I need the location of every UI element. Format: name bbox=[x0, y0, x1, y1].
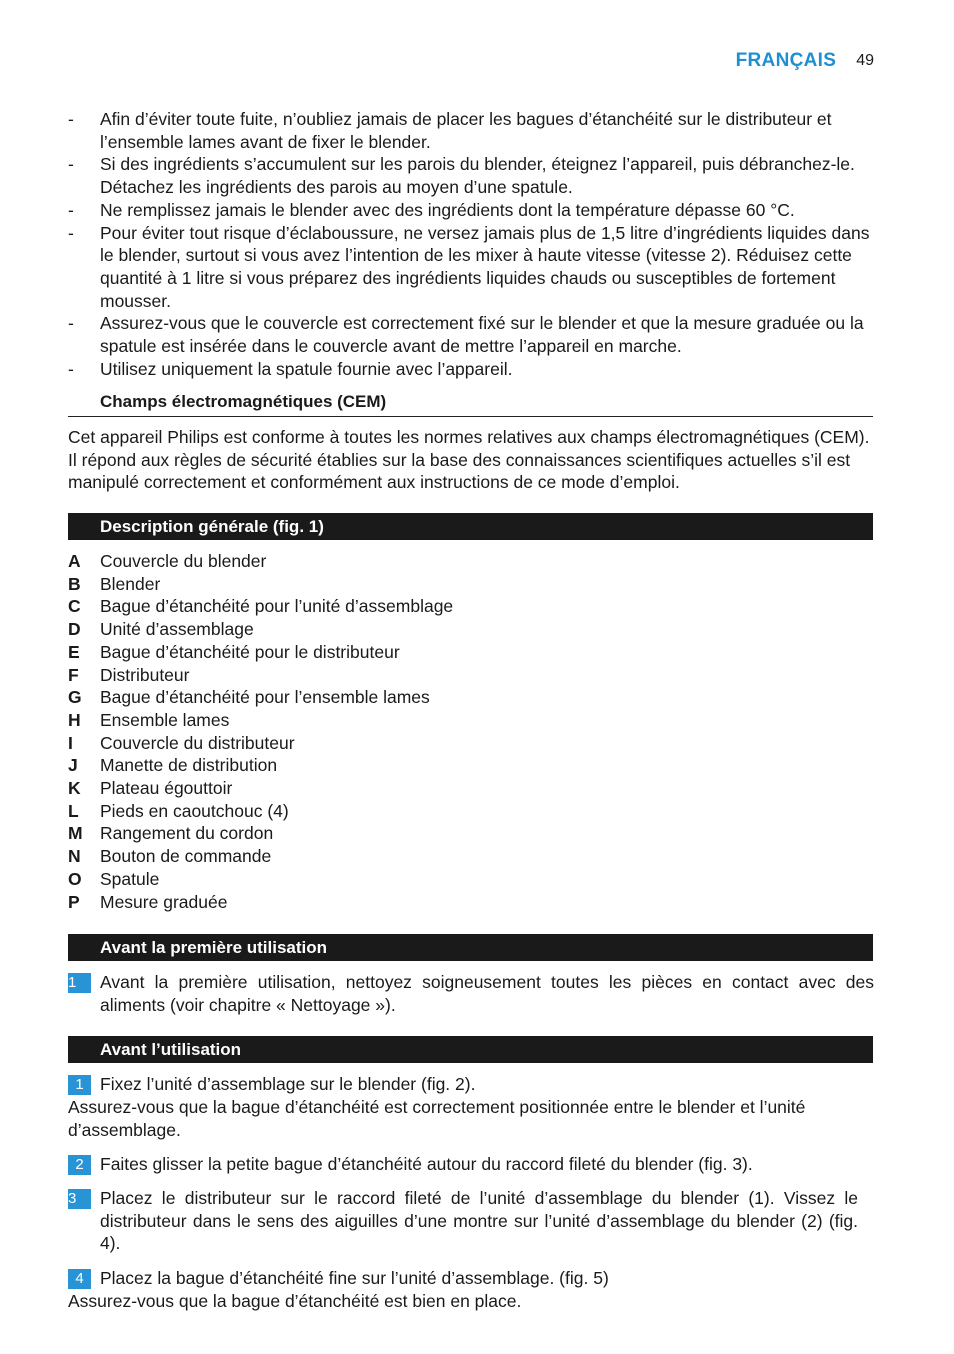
part-letter: I bbox=[68, 732, 73, 753]
part-label: Ensemble lames bbox=[100, 709, 230, 730]
warning-item bbox=[68, 199, 874, 222]
warning-item bbox=[68, 153, 874, 198]
parts-list bbox=[68, 550, 874, 913]
warning-item bbox=[68, 108, 874, 153]
part-label: Plateau égouttoir bbox=[100, 778, 233, 799]
part-label: Couvercle du distributeur bbox=[100, 732, 295, 753]
warning-text: Utilisez uniquement la spatule fournie avec l’appareil. bbox=[100, 358, 513, 379]
step-number-badge: 3 bbox=[68, 1189, 91, 1209]
warning-item bbox=[68, 222, 874, 313]
part-label: Bouton de commande bbox=[100, 846, 272, 867]
part-item bbox=[68, 641, 874, 664]
step-number-badge: 2 bbox=[68, 1155, 91, 1175]
step-text: Placez le distributeur sur le raccord fileté de l’unité d’assemblage du blender (1). Vissez le distributeur dans le sens des aiguilles d’une montre sur l’unité d’assemblage du blender (2) (fig. 4). bbox=[100, 1188, 858, 1254]
part-letter: C bbox=[68, 596, 81, 617]
part-letter: F bbox=[68, 664, 79, 685]
part-letter: L bbox=[68, 800, 79, 821]
part-letter: N bbox=[68, 846, 81, 867]
page-number: 49 bbox=[856, 51, 874, 69]
bullet-dash: - bbox=[68, 222, 74, 243]
part-letter: P bbox=[68, 891, 80, 912]
part-label: Bague d’étanchéité pour l’ensemble lames bbox=[100, 687, 430, 708]
bullet-dash: - bbox=[68, 313, 74, 334]
part-label: Bague d’étanchéité pour le distributeur bbox=[100, 641, 400, 662]
part-item bbox=[68, 891, 874, 914]
before-use-step-2 bbox=[68, 1153, 874, 1176]
part-label: Mesure graduée bbox=[100, 891, 228, 912]
part-letter: J bbox=[68, 755, 78, 776]
part-item bbox=[68, 822, 874, 845]
warning-item bbox=[68, 358, 874, 381]
part-label: Spatule bbox=[100, 868, 160, 889]
step-number-badge: 4 bbox=[68, 1269, 91, 1289]
before-use-step-4 bbox=[68, 1267, 874, 1290]
warning-text: Assurez-vous que le couvercle est correctement fixé sur le blender et que la mesure graduée ou la spatule est insérée dans le couvercle avant de mettre l’appareil en marche. bbox=[100, 313, 864, 357]
warning-text: Pour éviter tout risque d’éclaboussure, ne versez jamais plus de 1,5 litre d’ingrédients liquides dans le blender, surtout si vous avez l’intention de les mixer à haute vitesse (vitesse 2). Réduisez cette quantité à 1 litre si vous préparez des ingrédients liquides chauds ou susceptibles de fortement mousser. bbox=[100, 222, 870, 311]
part-item bbox=[68, 754, 874, 777]
part-letter: O bbox=[68, 868, 82, 889]
part-label: Blender bbox=[100, 573, 161, 594]
part-item bbox=[68, 800, 874, 823]
bullet-dash: - bbox=[68, 358, 74, 379]
warning-text: Afin d’éviter toute fuite, n’oubliez jamais de placer les bagues d’étanchéité sur le distributeur et l’ensemble lames avant de fixer le blender. bbox=[100, 109, 832, 152]
before-use-step-1 bbox=[68, 1073, 874, 1096]
warning-item bbox=[68, 312, 874, 357]
part-label: Distributeur bbox=[100, 664, 190, 685]
part-letter: M bbox=[68, 823, 83, 844]
step-number-badge: 1 bbox=[68, 973, 91, 993]
part-item bbox=[68, 777, 874, 800]
first-use-heading: Avant la première utilisation bbox=[68, 934, 873, 961]
part-label: Rangement du cordon bbox=[100, 823, 274, 844]
before-use-heading: Avant l’utilisation bbox=[68, 1036, 873, 1063]
part-item bbox=[68, 686, 874, 709]
warning-list bbox=[68, 108, 874, 380]
step-text: Faites glisser la petite bague d’étanchéité autour du raccord fileté du blender (fig. 3). bbox=[100, 1154, 753, 1174]
part-label: Bague d’étanchéité pour l’unité d’assemblage bbox=[100, 596, 454, 617]
bullet-dash: - bbox=[68, 154, 74, 175]
part-item bbox=[68, 732, 874, 755]
step-text: Fixez l’unité d’assemblage sur le blender (fig. 2). bbox=[100, 1074, 476, 1094]
step-text: Avant la première utilisation, nettoyez soigneusement toutes les pièces en contact avec des aliments (voir chapitre « Nettoyage »). bbox=[100, 972, 874, 1015]
bullet-dash: - bbox=[68, 109, 74, 129]
part-item bbox=[68, 845, 874, 868]
part-item bbox=[68, 573, 874, 596]
step-number-badge: 1 bbox=[68, 1075, 91, 1095]
part-letter: G bbox=[68, 687, 82, 708]
part-letter: H bbox=[68, 709, 81, 730]
part-letter: B bbox=[68, 573, 81, 594]
part-letter: E bbox=[68, 641, 80, 662]
page-header bbox=[736, 48, 874, 74]
part-label: Unité d’assemblage bbox=[100, 619, 254, 640]
part-letter: A bbox=[68, 551, 81, 571]
part-label: Pieds en caoutchouc (4) bbox=[100, 800, 289, 821]
bullet-dash: - bbox=[68, 199, 74, 220]
step-4-note: Assurez-vous que la bague d’étanchéité est bien en place. bbox=[68, 1291, 522, 1311]
part-item bbox=[68, 618, 874, 641]
emf-heading: Champs électromagnétiques (CEM) bbox=[68, 391, 873, 417]
general-description-heading: Description générale (fig. 1) bbox=[68, 513, 873, 540]
part-item bbox=[68, 595, 874, 618]
part-label: Couvercle du blender bbox=[100, 551, 267, 571]
before-use-step-3 bbox=[68, 1187, 858, 1255]
step-text: Placez la bague d’étanchéité fine sur l’unité d’assemblage. (fig. 5) bbox=[100, 1268, 609, 1288]
language-label: FRANÇAIS bbox=[735, 49, 837, 71]
part-letter: K bbox=[68, 778, 81, 799]
warning-text: Ne remplissez jamais le blender avec des ingrédients dont la température dépasse 60 °C. bbox=[100, 199, 795, 220]
emf-paragraph: Cet appareil Philips est conforme à toutes les normes relatives aux champs électromagnétiques (CEM). Il répond aux règles de sécurité établies sur la base des connaissances scientifiques actuelles s’il est manipulé correctement et conformément aux instructions de ce mode d’emploi. bbox=[68, 427, 870, 493]
warning-text: Si des ingrédients s’accumulent sur les parois du blender, éteignez l’appareil, puis débranchez-le. Détachez les ingrédients des parois au moyen d’une spatule. bbox=[100, 154, 855, 198]
part-item bbox=[68, 664, 874, 687]
first-use-step-1 bbox=[68, 971, 874, 1016]
part-item bbox=[68, 868, 874, 891]
part-item bbox=[68, 709, 874, 732]
part-item bbox=[68, 550, 874, 573]
step-1-note: Assurez-vous que la bague d’étanchéité est correctement positionnée entre le blender et l’unité d’assemblage. bbox=[68, 1097, 806, 1140]
part-letter: D bbox=[68, 619, 81, 640]
part-label: Manette de distribution bbox=[100, 755, 278, 776]
